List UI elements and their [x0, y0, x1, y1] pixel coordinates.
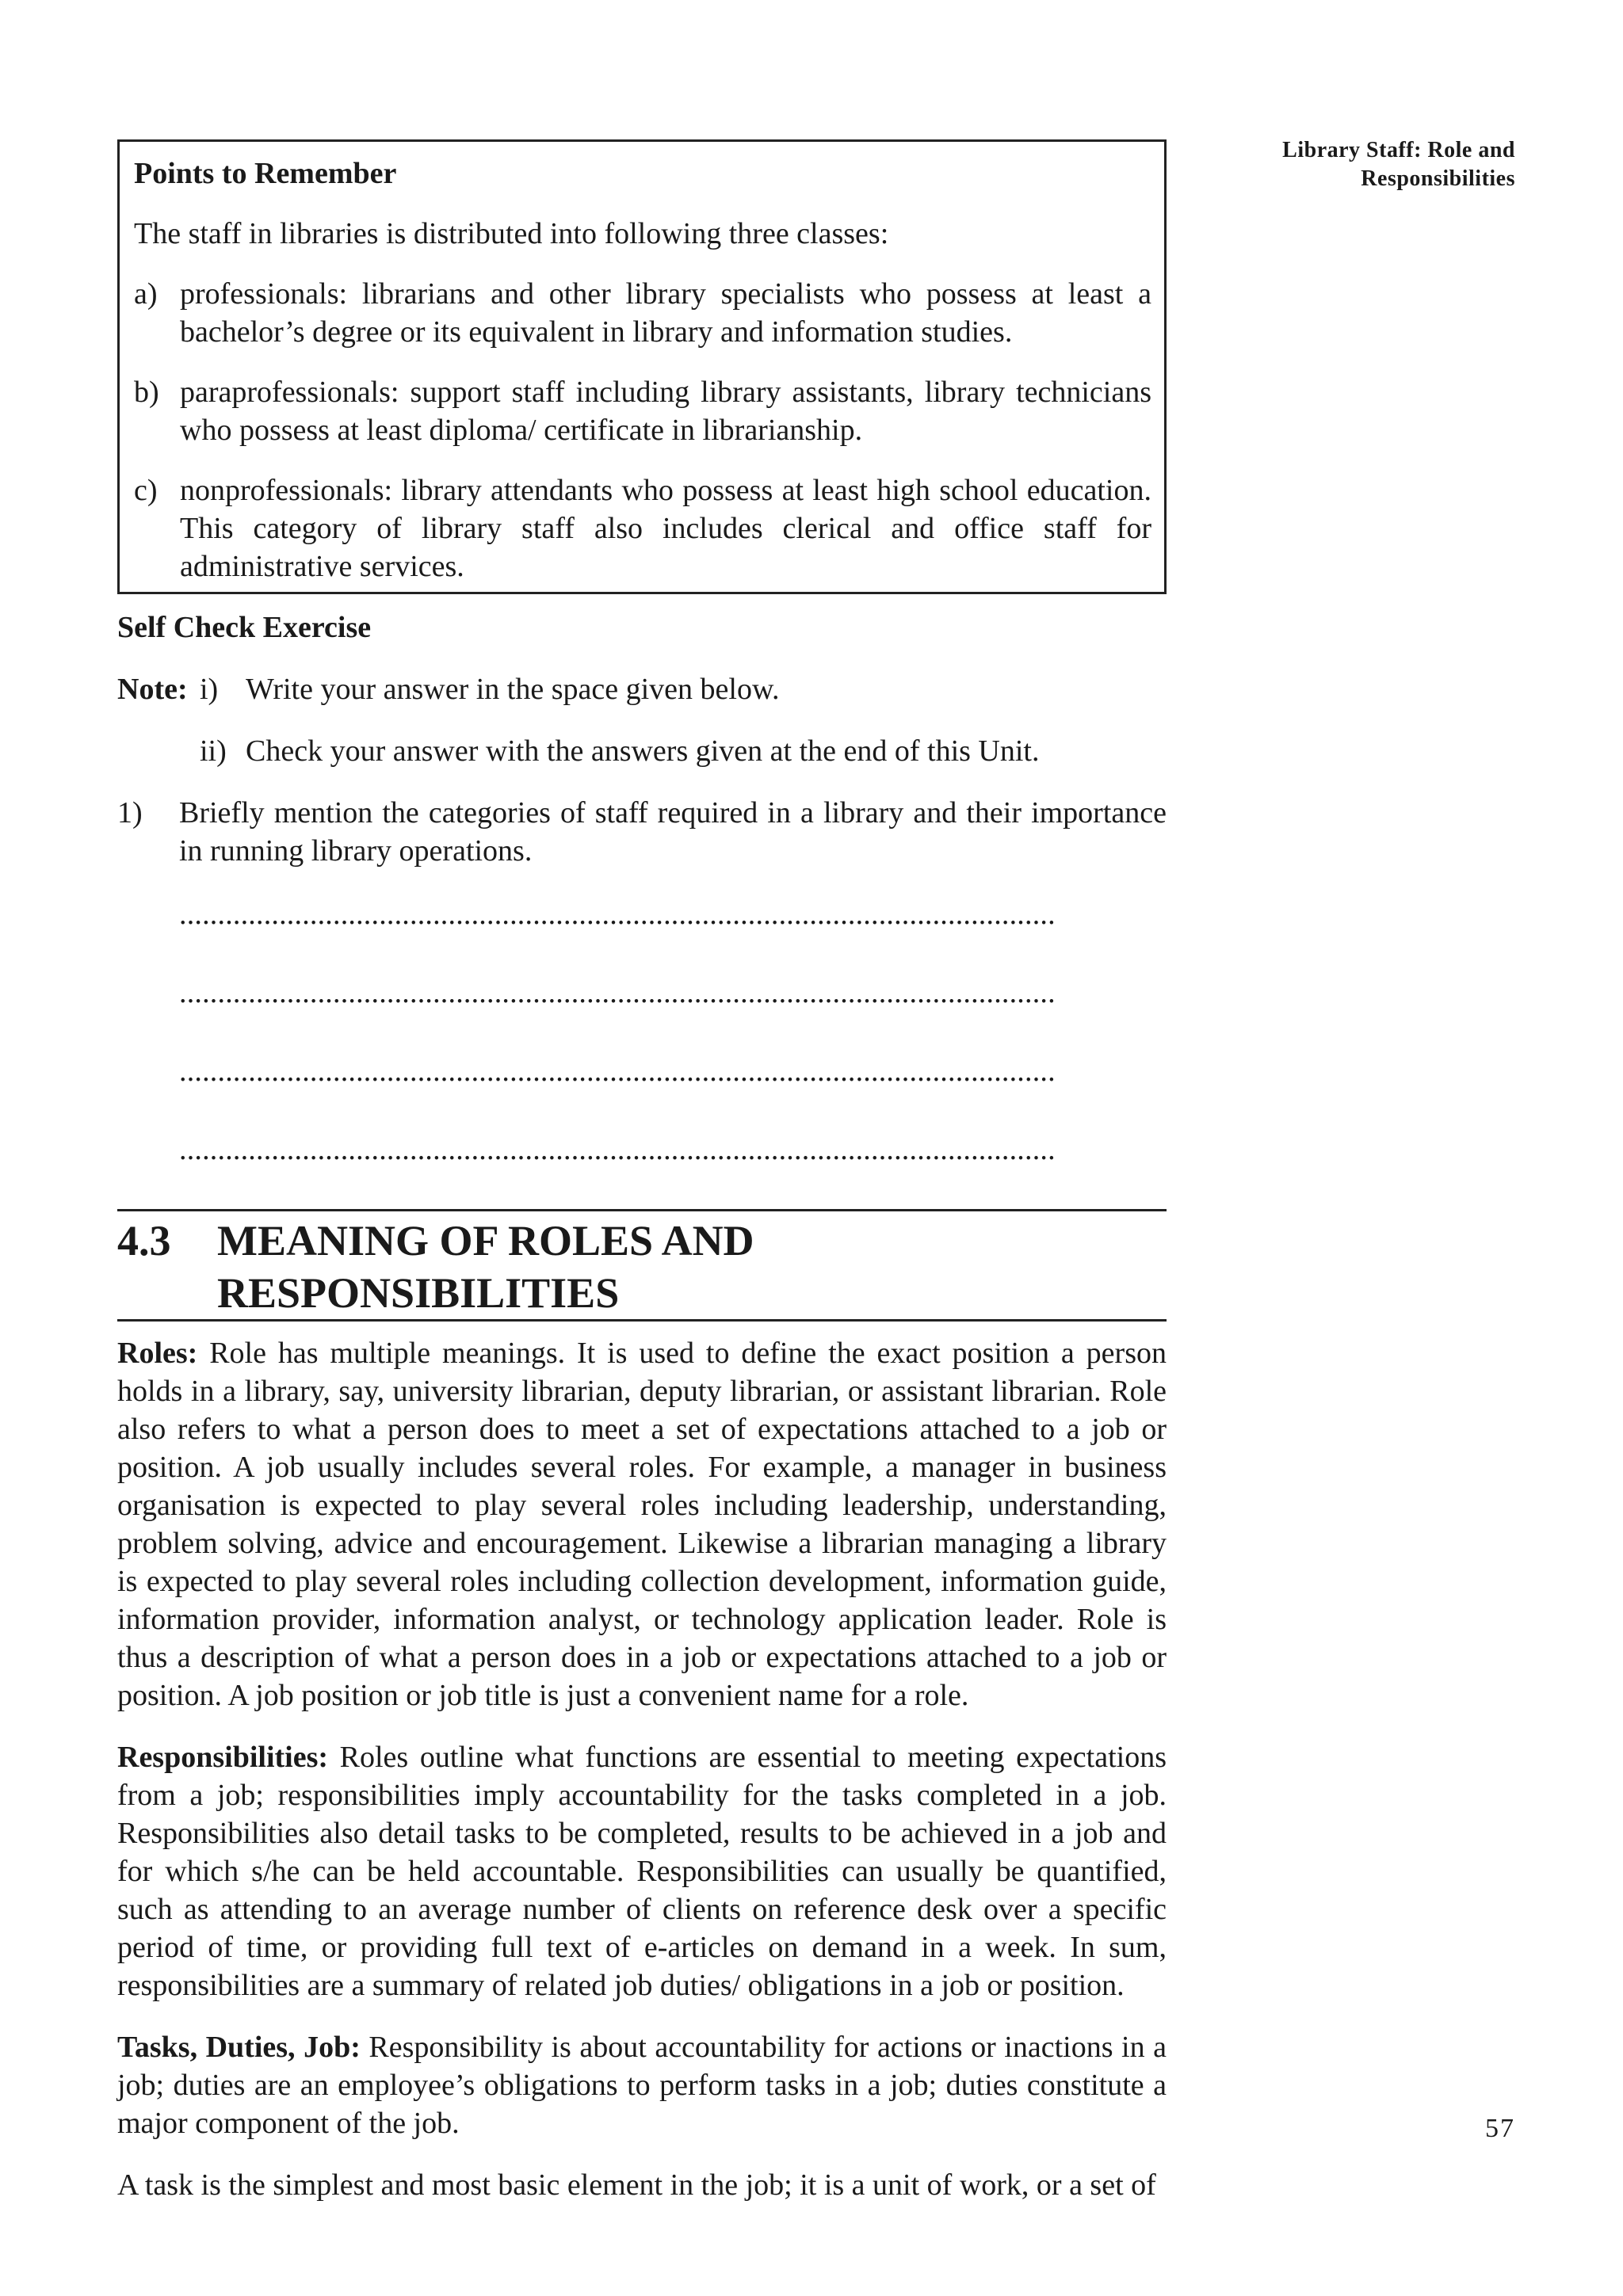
question-number: 1): [117, 796, 143, 830]
note-text: Write your answer in the space given below.: [246, 673, 780, 706]
roles-term: Roles:: [117, 1337, 198, 1370]
responsibilities-term: Responsibilities:: [117, 1741, 329, 1774]
running-head-line2: Responsibilities: [1361, 166, 1515, 191]
box-list-item: [134, 373, 1151, 449]
answer-line[interactable]: ..................................................................................................................: [179, 1133, 1056, 1166]
question-text: Briefly mention the categories of staff required in a library and their importance in running library operations.: [179, 796, 1167, 868]
note-number: i): [200, 673, 219, 706]
box-list-item: [134, 471, 1151, 585]
list-item-label: c): [134, 474, 158, 507]
note-text: Check your answer with the answers given at the end of this Unit.: [246, 734, 1040, 768]
answer-line[interactable]: ..................................................................................................................: [179, 1055, 1056, 1088]
section-title-line2: RESPONSIBILITIES: [217, 1269, 620, 1317]
answer-line[interactable]: ..................................................................................................................: [179, 976, 1056, 1009]
question-row: [117, 794, 1167, 870]
roles-text: Role has multiple meanings. It is used to define the exact position a person holds in a library, say, university librarian, deputy librarian, or assistant librarian. Role also refers to what a person does to meet a set of expectations attached to a job or position. A job usually includes several roles. For example, a manager in business organisation is expected to play several roles including leadership, understanding, problem solving, advice and encouragement. Likewise a librarian managing a library is expected to play several roles including collection development, information guide, information provider, information analyst, or technology application leader. Role is thus a description of what a person does in a job or expectations attached to a job or position. A job position or job title is just a convenient name for a role.: [117, 1337, 1167, 1712]
note-label: Note:: [117, 673, 188, 706]
note-row: [117, 732, 1167, 770]
tasks-term: Tasks, Duties, Job:: [117, 2031, 361, 2064]
main-column: [117, 139, 1167, 2228]
running-head: [1236, 136, 1515, 193]
box-title: Points to Remember: [134, 157, 397, 190]
running-head-line1: Library Staff: Role and: [1282, 138, 1515, 162]
self-check-title: Self Check Exercise: [117, 611, 372, 644]
tasks-paragraph: [117, 2028, 1167, 2142]
task-definition-paragraph: A task is the simplest and most basic element in the job; it is a unit of work, or a set of: [117, 2168, 1156, 2202]
section-title: [217, 1215, 754, 1319]
list-item-text: professionals: librarians and other library specialists who possess at least a bachelor’s degree or its equivalent in library and information studies.: [180, 277, 1151, 349]
list-item-text: nonprofessionals: library attendants who possess at least high school education. This category of library staff also includes clerical and office staff for administrative services.: [180, 474, 1151, 583]
responsibilities-text: Roles outline what functions are essential to meeting expectations from a job; responsibilities imply accountability for the tasks completed in a job. Responsibilities also detail tasks to be completed, results to be achieved in a job and for which s/he can be held accountable. Responsibilities can usually be quantified, such as attending to an average number of clients on reference desk over a specific period of time, or providing full text of e-articles on demand in a week. In sum, responsibilities are a summary of related job duties/ obligations in a job or position.: [117, 1741, 1167, 2002]
section-bottom-rule: [117, 1319, 1167, 1322]
answer-line[interactable]: ..................................................................................................................: [179, 898, 1056, 931]
roles-paragraph: [117, 1334, 1167, 1714]
note-row: [117, 670, 1167, 708]
points-to-remember-box: [117, 139, 1167, 594]
note-number: ii): [200, 734, 227, 768]
box-intro: The staff in libraries is distributed into following three classes:: [134, 217, 889, 250]
section-title-line1: MEANING OF ROLES AND: [217, 1217, 754, 1264]
list-item-label: a): [134, 277, 158, 311]
responsibilities-paragraph: [117, 1738, 1167, 2004]
box-list-item: [134, 275, 1151, 351]
section-number: 4.3: [117, 1217, 171, 1264]
tasks-text: Responsibility is about accountability for actions or inactions in a job; duties are an employee’s obligations to perform tasks in a job; duties constitute a major component of the job.: [117, 2031, 1167, 2140]
list-item-label: b): [134, 376, 159, 409]
section-heading: [117, 1211, 1167, 1319]
list-item-text: paraprofessionals: support staff including library assistants, library technicians who possess at least diploma/ certificate in librarianship.: [180, 376, 1151, 447]
page-number: 57: [1485, 2114, 1515, 2143]
